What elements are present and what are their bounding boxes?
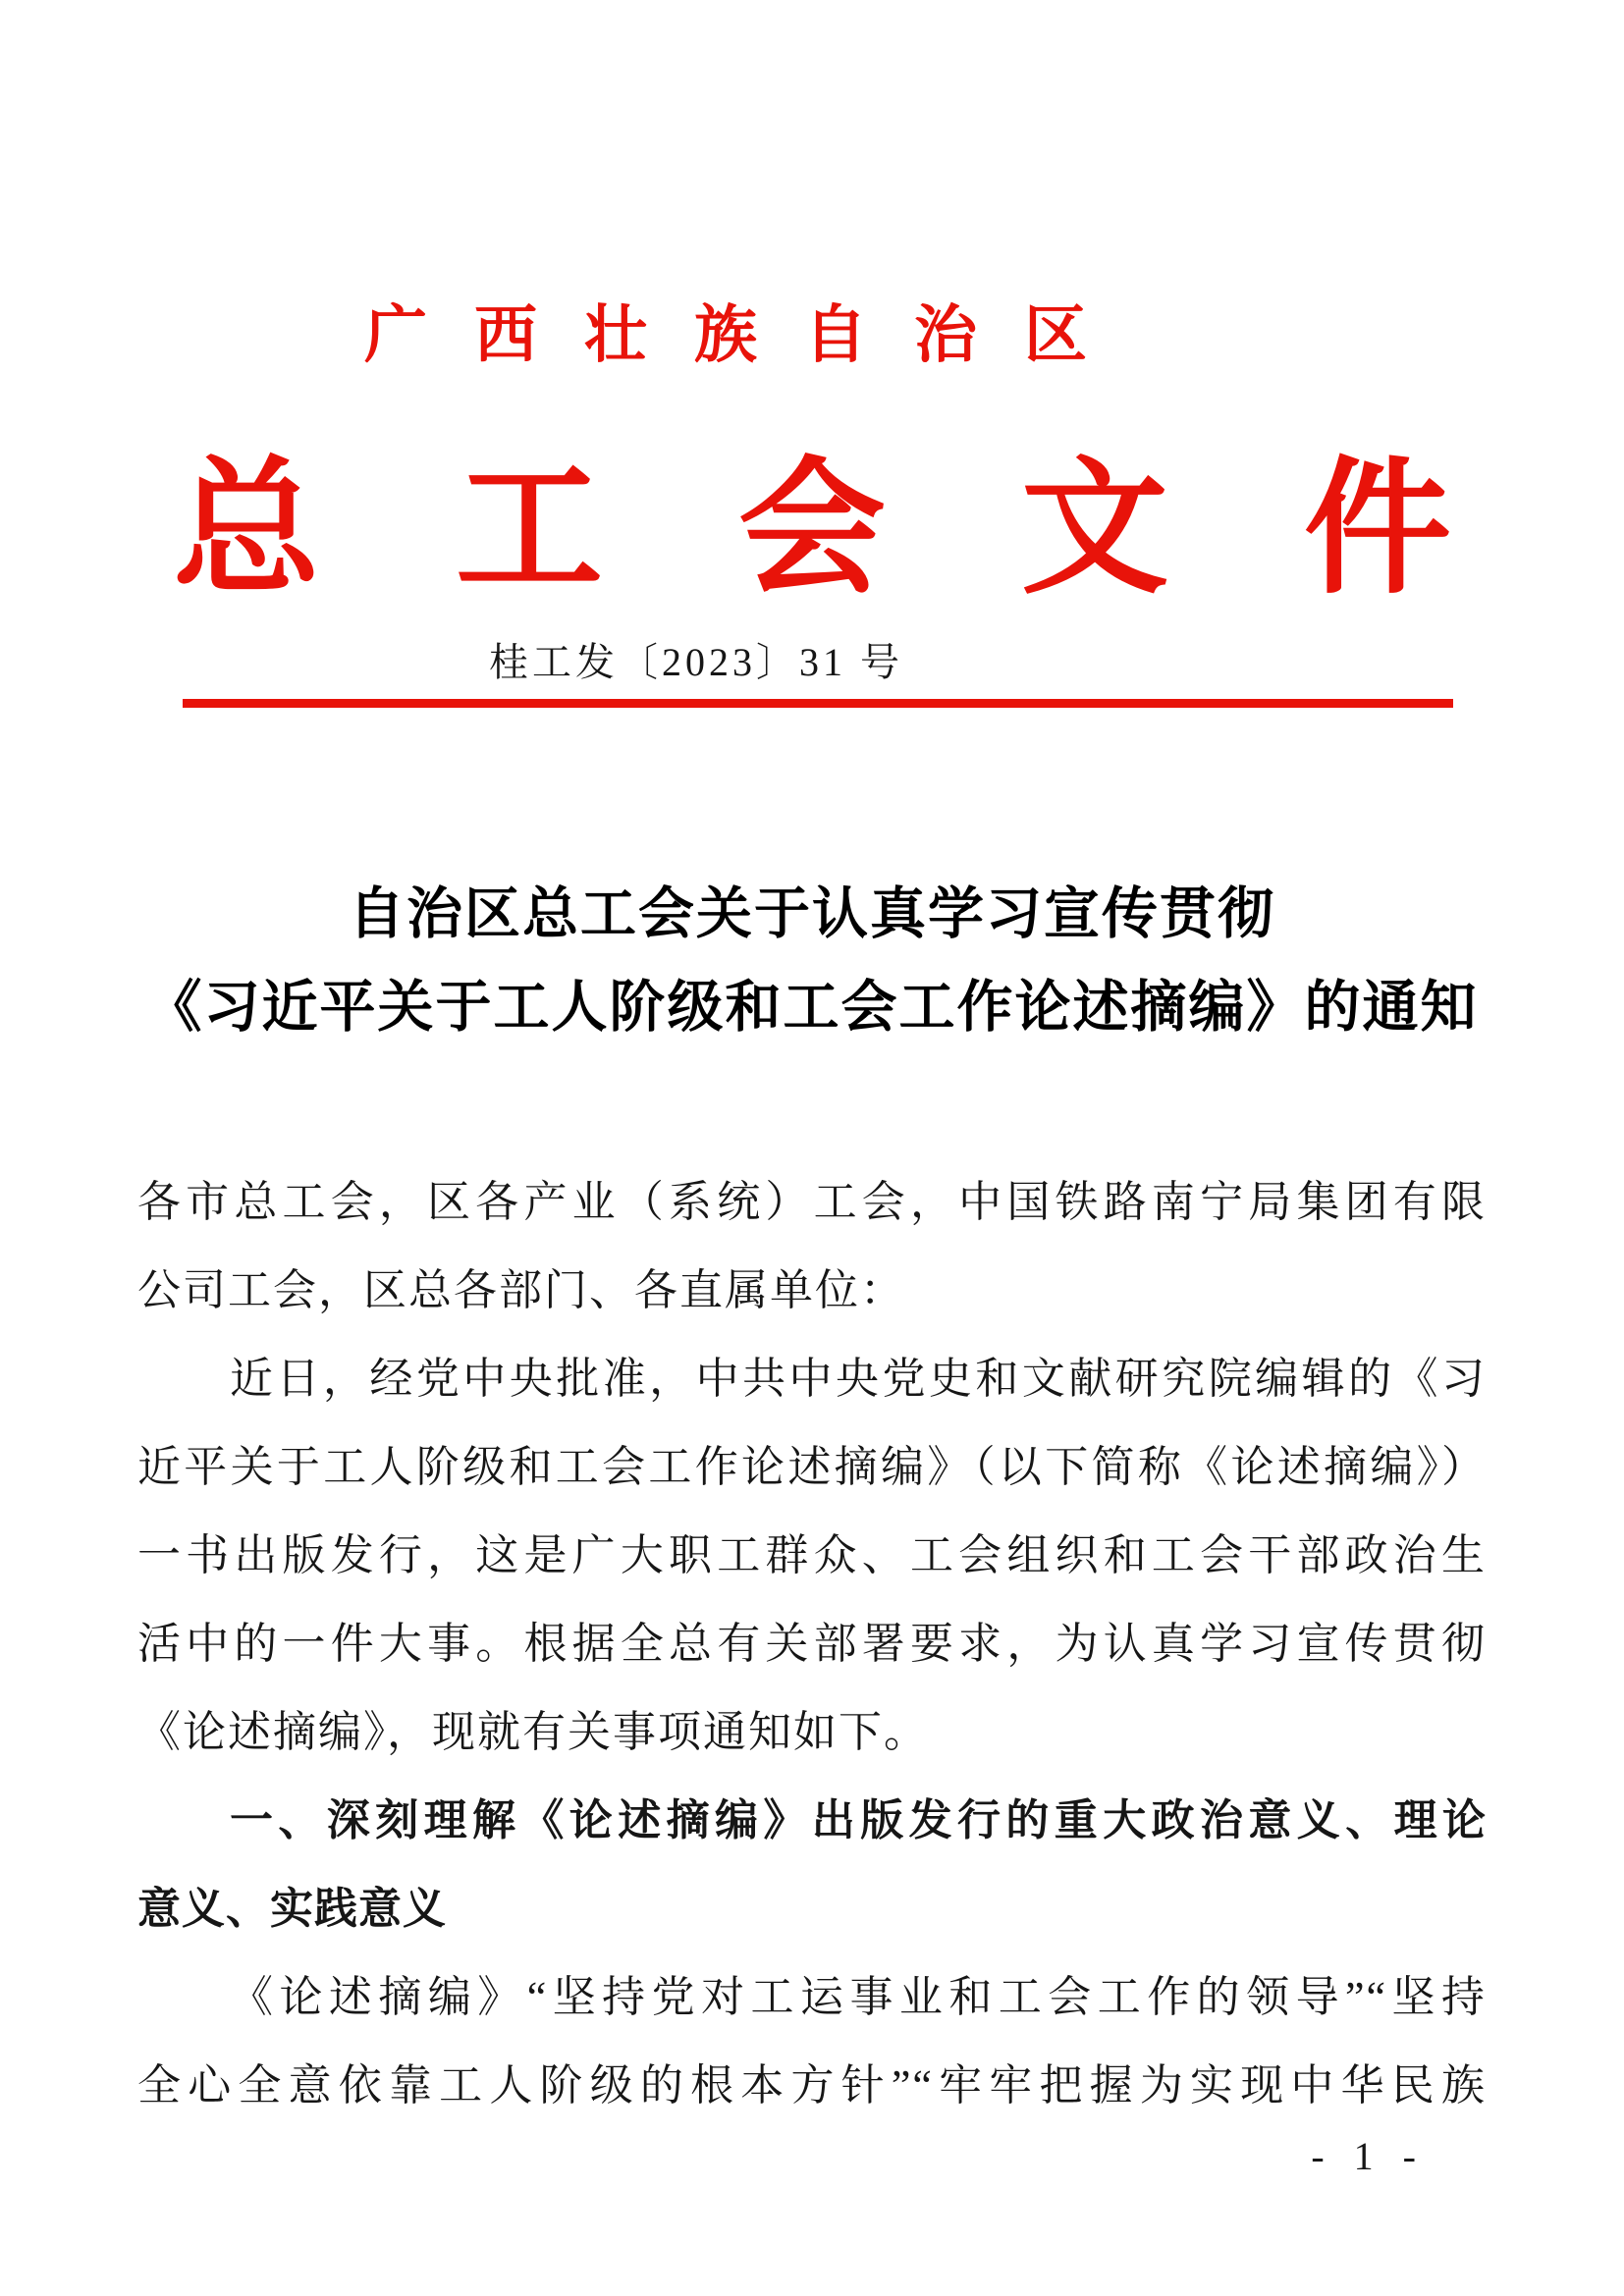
document-number: 桂工发〔2023〕31 号 xyxy=(489,640,903,684)
body-text xyxy=(137,1158,1487,2130)
document-title-line1: 自治区总工会关于认真学习宣传贯彻 xyxy=(349,883,1275,945)
body-line: 公司工会，区总各部门、各直属单位： xyxy=(137,1266,905,1314)
body-line: 各市总工会，区各产业（系统）工会，中国铁路南宁局集团有限 xyxy=(137,1178,1487,1226)
letterhead-divider-rule xyxy=(183,699,1453,708)
letterhead-doc-type: 总工会文件 xyxy=(172,449,1587,612)
body-line: 近日，经党中央批准，中共中央党史和文献研究院编辑的《习 xyxy=(230,1355,1487,1403)
body-line: 《论述摘编》，现就有关事项通知如下。 xyxy=(137,1708,929,1756)
body-line: 《论述摘编》“坚持党对工运事业和工会工作的领导”“坚持 xyxy=(230,1973,1487,2021)
document-title-line2: 《习近平关于工人阶级和工会工作论述摘编》的通知 xyxy=(145,977,1479,1039)
letterhead-org-name: 广西壮族自治区 xyxy=(364,300,1134,370)
body-line: 意义、实践意义 xyxy=(137,1885,447,1933)
body-line: 全心全意依靠工人阶级的根本方针”“牢牢把握为实现中华民族 xyxy=(137,2061,1487,2109)
body-line: 一书出版发行，这是广大职工群众、工会组织和工会干部政治生 xyxy=(137,1531,1487,1579)
document-title xyxy=(39,868,1585,1054)
page-number: - 1 - xyxy=(1311,2134,1426,2178)
body-line: 一、深刻理解《论述摘编》出版发行的重大政治意义、理论 xyxy=(230,1796,1487,1844)
body-line: 活中的一件大事。根据全总有关部署要求，为认真学习宣传贯彻 xyxy=(137,1620,1487,1668)
body-line: 近平关于工人阶级和工会工作论述摘编》（以下简称《论述摘编》） xyxy=(137,1443,1487,1491)
